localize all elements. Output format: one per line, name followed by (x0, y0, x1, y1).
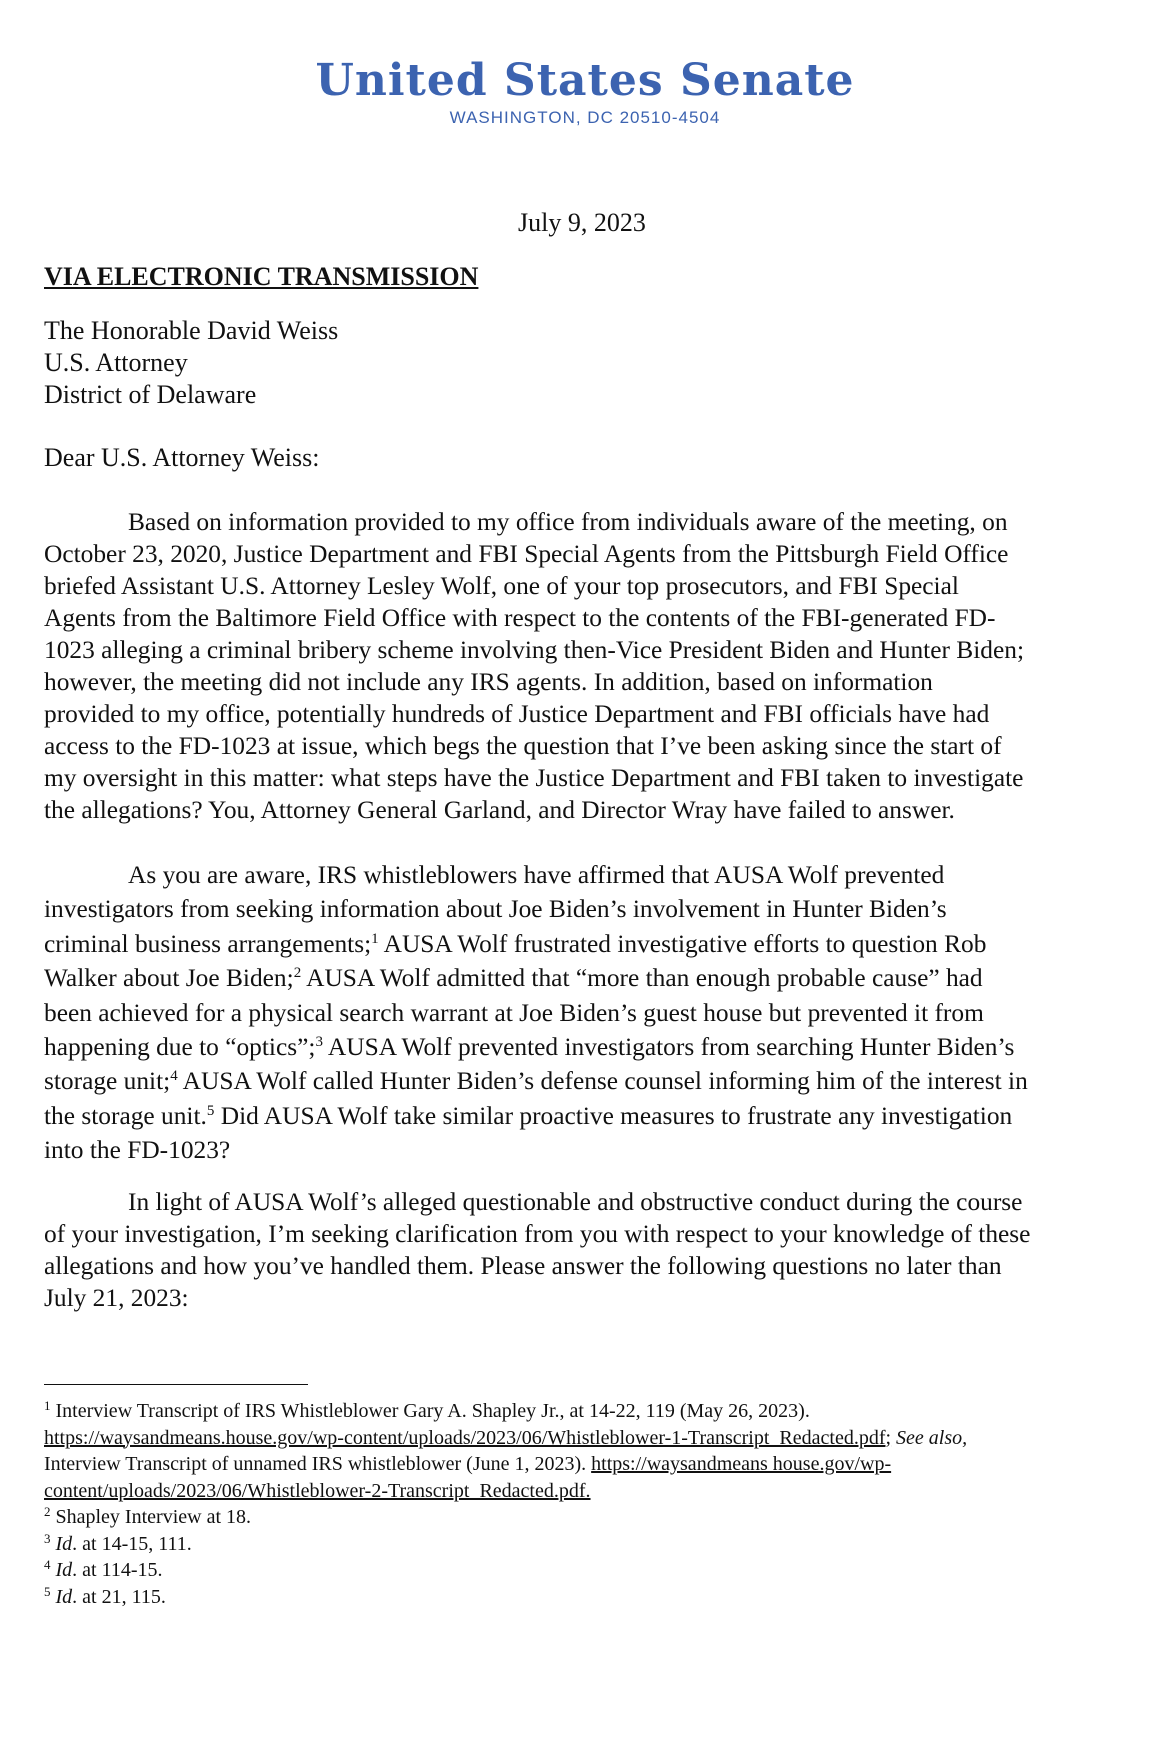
paragraph-line: briefed Assistant U.S. Attorney Lesley Wolf, one of your top prosecutors, and FBI Special (44, 572, 959, 600)
salutation: Dear U.S. Attorney Weiss: (44, 443, 320, 472)
letter-date: July 9, 2023 (518, 208, 646, 237)
senate-title: United States Senate (315, 55, 855, 106)
footnote-ref: 4 (170, 1068, 178, 1085)
footnote-5 (44, 1584, 1144, 1611)
footnote-ref: 1 (371, 930, 379, 947)
footnote-text: . at 21, 115. (72, 1585, 166, 1608)
footnote-text: Interview Transcript of IRS Whistleblower Gary A. Shapley Jr., at 14-22, 119 (May 26, 2023). (50, 1400, 810, 1422)
id-cite: Id (50, 1559, 73, 1581)
footnote-1-cont (44, 1451, 1144, 1478)
paragraph-line: Agents from the Baltimore Field Office with respect to the contents of the FBI-generated FD- (44, 604, 996, 632)
letterhead (0, 56, 1170, 128)
footnotes (44, 1398, 1144, 1610)
paragraph-line: access to the FD-1023 at issue, which begs the question that I’ve been asking since the start of (44, 732, 1002, 760)
footnote-link[interactable]: content/uploads/2023/06/Whistleblower-2-Transcript_Redacted.pdf. (44, 1479, 591, 1502)
paragraph-line: investigators from seeking information about Joe Biden’s involvement in Hunter Biden’s (44, 895, 947, 924)
paragraph-line: provided to my office, potentially hundreds of Justice Department and FBI officials have had (44, 700, 990, 728)
paragraph-line: of your investigation, I’m seeking clarification from you with respect to your knowledge of these (44, 1220, 1031, 1248)
recipient-address (44, 315, 338, 411)
footnote-1 (44, 1398, 1144, 1425)
line-text: AUSA Wolf prevented investigators from searching Hunter Biden’s (322, 1033, 1015, 1062)
paragraph-line: been achieved for a physical search warrant at Joe Biden’s guest house but prevented it from (44, 998, 984, 1027)
footnote-1-cont (44, 1478, 1144, 1505)
line-text: happening due to “optics”; (44, 1033, 316, 1062)
paragraph-line: October 23, 2020, Justice Department and FBI Special Agents from the Pittsburgh Field Office (44, 540, 1009, 568)
footnote-ref: 3 (315, 1034, 323, 1051)
footnote-link[interactable]: https://waysandmeans house.gov/wp- (591, 1453, 892, 1475)
footnote-number: 3 (44, 1530, 51, 1546)
paragraph-line (44, 961, 1136, 995)
footnote-3 (44, 1531, 1144, 1558)
paragraph-3 (44, 1186, 1136, 1314)
footnote-number: 4 (44, 1557, 51, 1572)
recipient-title: U.S. Attorney (44, 348, 188, 377)
paragraph-line: In light of AUSA Wolf’s alleged questionable and obstructive conduct during the course (128, 1188, 1023, 1216)
paragraph-line (44, 1064, 1136, 1098)
footnote-ref: 5 (206, 1102, 215, 1119)
paragraph-line: my oversight in this matter: what steps have the Justice Department and FBI taken to investigate (44, 764, 1024, 792)
paragraph-line (44, 1099, 1136, 1133)
see-also: See also, (891, 1426, 968, 1449)
paragraph-line: into the FD-1023? (44, 1136, 231, 1165)
line-text: criminal business arrangements; (44, 929, 372, 958)
footnote-number: 2 (44, 1504, 51, 1519)
id-cite: Id (50, 1532, 73, 1555)
paragraph-line: however, the meeting did not include any IRS agents. In addition, based on information (44, 668, 933, 696)
line-text: Did AUSA Wolf take similar proactive measures to frustrate any investigation (214, 1101, 1013, 1130)
footnote-number: 5 (44, 1583, 51, 1599)
line-text: the storage unit. (44, 1101, 207, 1130)
footnote-text: . at 114-15. (72, 1559, 163, 1581)
footnote-2 (44, 1504, 1144, 1531)
footnote-4 (44, 1557, 1144, 1584)
footnote-text: Interview Transcript of unnamed IRS whistleblower (June 1, 2023). (44, 1453, 592, 1475)
line-text: Walker about Joe Biden; (44, 964, 294, 993)
paragraph-line (44, 1030, 1136, 1064)
paragraph-line: Based on information provided to my office from individuals aware of the meeting, on (128, 508, 1008, 536)
line-text: AUSA Wolf admitted that “more than enough probable cause” had (301, 964, 983, 993)
paragraph-line: the allegations? You, Attorney General Garland, and Director Wray have failed to answer. (44, 796, 955, 824)
paragraph-line (44, 927, 1136, 961)
footnote-divider (44, 1384, 308, 1385)
paragraph-line: 1023 alleging a criminal bribery scheme involving then-Vice President Biden and Hunter Biden; (44, 636, 1024, 664)
line-text: storage unit; (44, 1067, 171, 1096)
transmission-heading: VIA ELECTRONIC TRANSMISSION (44, 262, 479, 291)
paragraph-1 (44, 506, 1136, 826)
footnote-text: . at 14-15, 111. (72, 1532, 192, 1555)
recipient-name: The Honorable David Weiss (44, 316, 339, 345)
paragraph-2 (44, 858, 1136, 1168)
id-cite: Id (50, 1585, 73, 1608)
line-text: AUSA Wolf frustrated investigative efforts to question Rob (378, 929, 987, 958)
senate-address: WASHINGTON, DC 20510-4504 (449, 108, 721, 127)
paragraph-line: As you are aware, IRS whistleblowers have affirmed that AUSA Wolf prevented (128, 861, 945, 889)
recipient-district: District of Delaware (44, 380, 257, 409)
footnote-ref: 2 (293, 965, 302, 982)
line-text: AUSA Wolf called Hunter Biden’s defense counsel informing him of the interest in (177, 1067, 1028, 1096)
footnote-number: 1 (44, 1398, 51, 1413)
paragraph-line: July 21, 2023: (44, 1284, 189, 1312)
footnote-text: Shapley Interview at 18. (50, 1506, 251, 1528)
paragraph-line: allegations and how you’ve handled them. Please answer the following questions no later than (44, 1252, 1002, 1280)
footnote-1-cont (44, 1425, 1144, 1452)
footnote-link[interactable]: https://waysandmeans.house.gov/wp-content/uploads/2023/06/Whistleblower-1-Transcript_Redacted.pdf; (44, 1426, 892, 1449)
